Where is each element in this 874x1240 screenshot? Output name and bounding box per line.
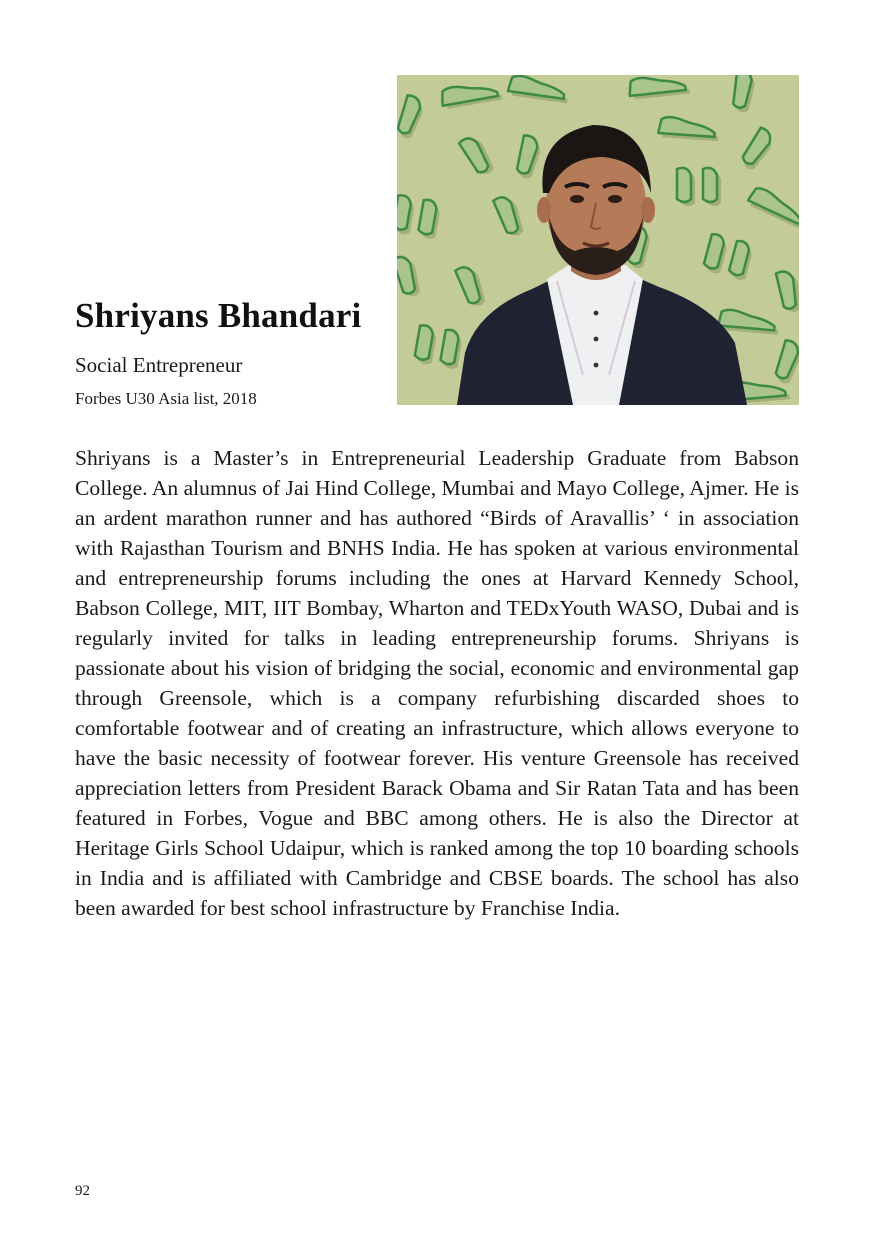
portrait-illustration [397, 75, 799, 405]
profile-listing: Forbes U30 Asia list, 2018 [75, 389, 257, 408]
biography-paragraph: Shriyans is a Master’s in Entrepreneurial Leadership Graduate from Babson College. An alumnus of Jai Hind College, Mumbai and Mayo College, Ajmer. He is an ardent marathon runner and has authored “Birds of Aravallis’ ‘ in association with Rajasthan Tourism and BNHS India. He has spoken at various environmental and entrepreneurship forums including the ones at Harvard Kennedy School, Babson College, MIT, IIT Bombay, Wharton and TEDxYouth WASO, Dubai and is regularly invited for talks in leading entrepreneurship forums. Shriyans is passionate about his vision of bridging the social, economic and environmental gap through Greensole, which is a company refurbishing discarded shoes to comfortable footwear and of creating an infrastructure, which allows everyone to have the basic necessity of footwear forever. His venture Greensole has received appreciation letters from President Barack Obama and Sir Ratan Tata and has been featured in Forbes, Vogue and BBC among others. He is also the Director at Heritage Girls School Udaipur, which is ranked among the top 10 boarding schools in India and is affiliated with Cambridge and CBSE boards. The school has also been awarded for best school infrastructure by Franchise India. [75, 446, 799, 920]
profile-name: Shriyans Bhandari [75, 296, 362, 335]
profile-role: Social Entrepreneur [75, 353, 243, 377]
portrait-photo [397, 75, 799, 405]
page-number: 92 [75, 1183, 90, 1199]
